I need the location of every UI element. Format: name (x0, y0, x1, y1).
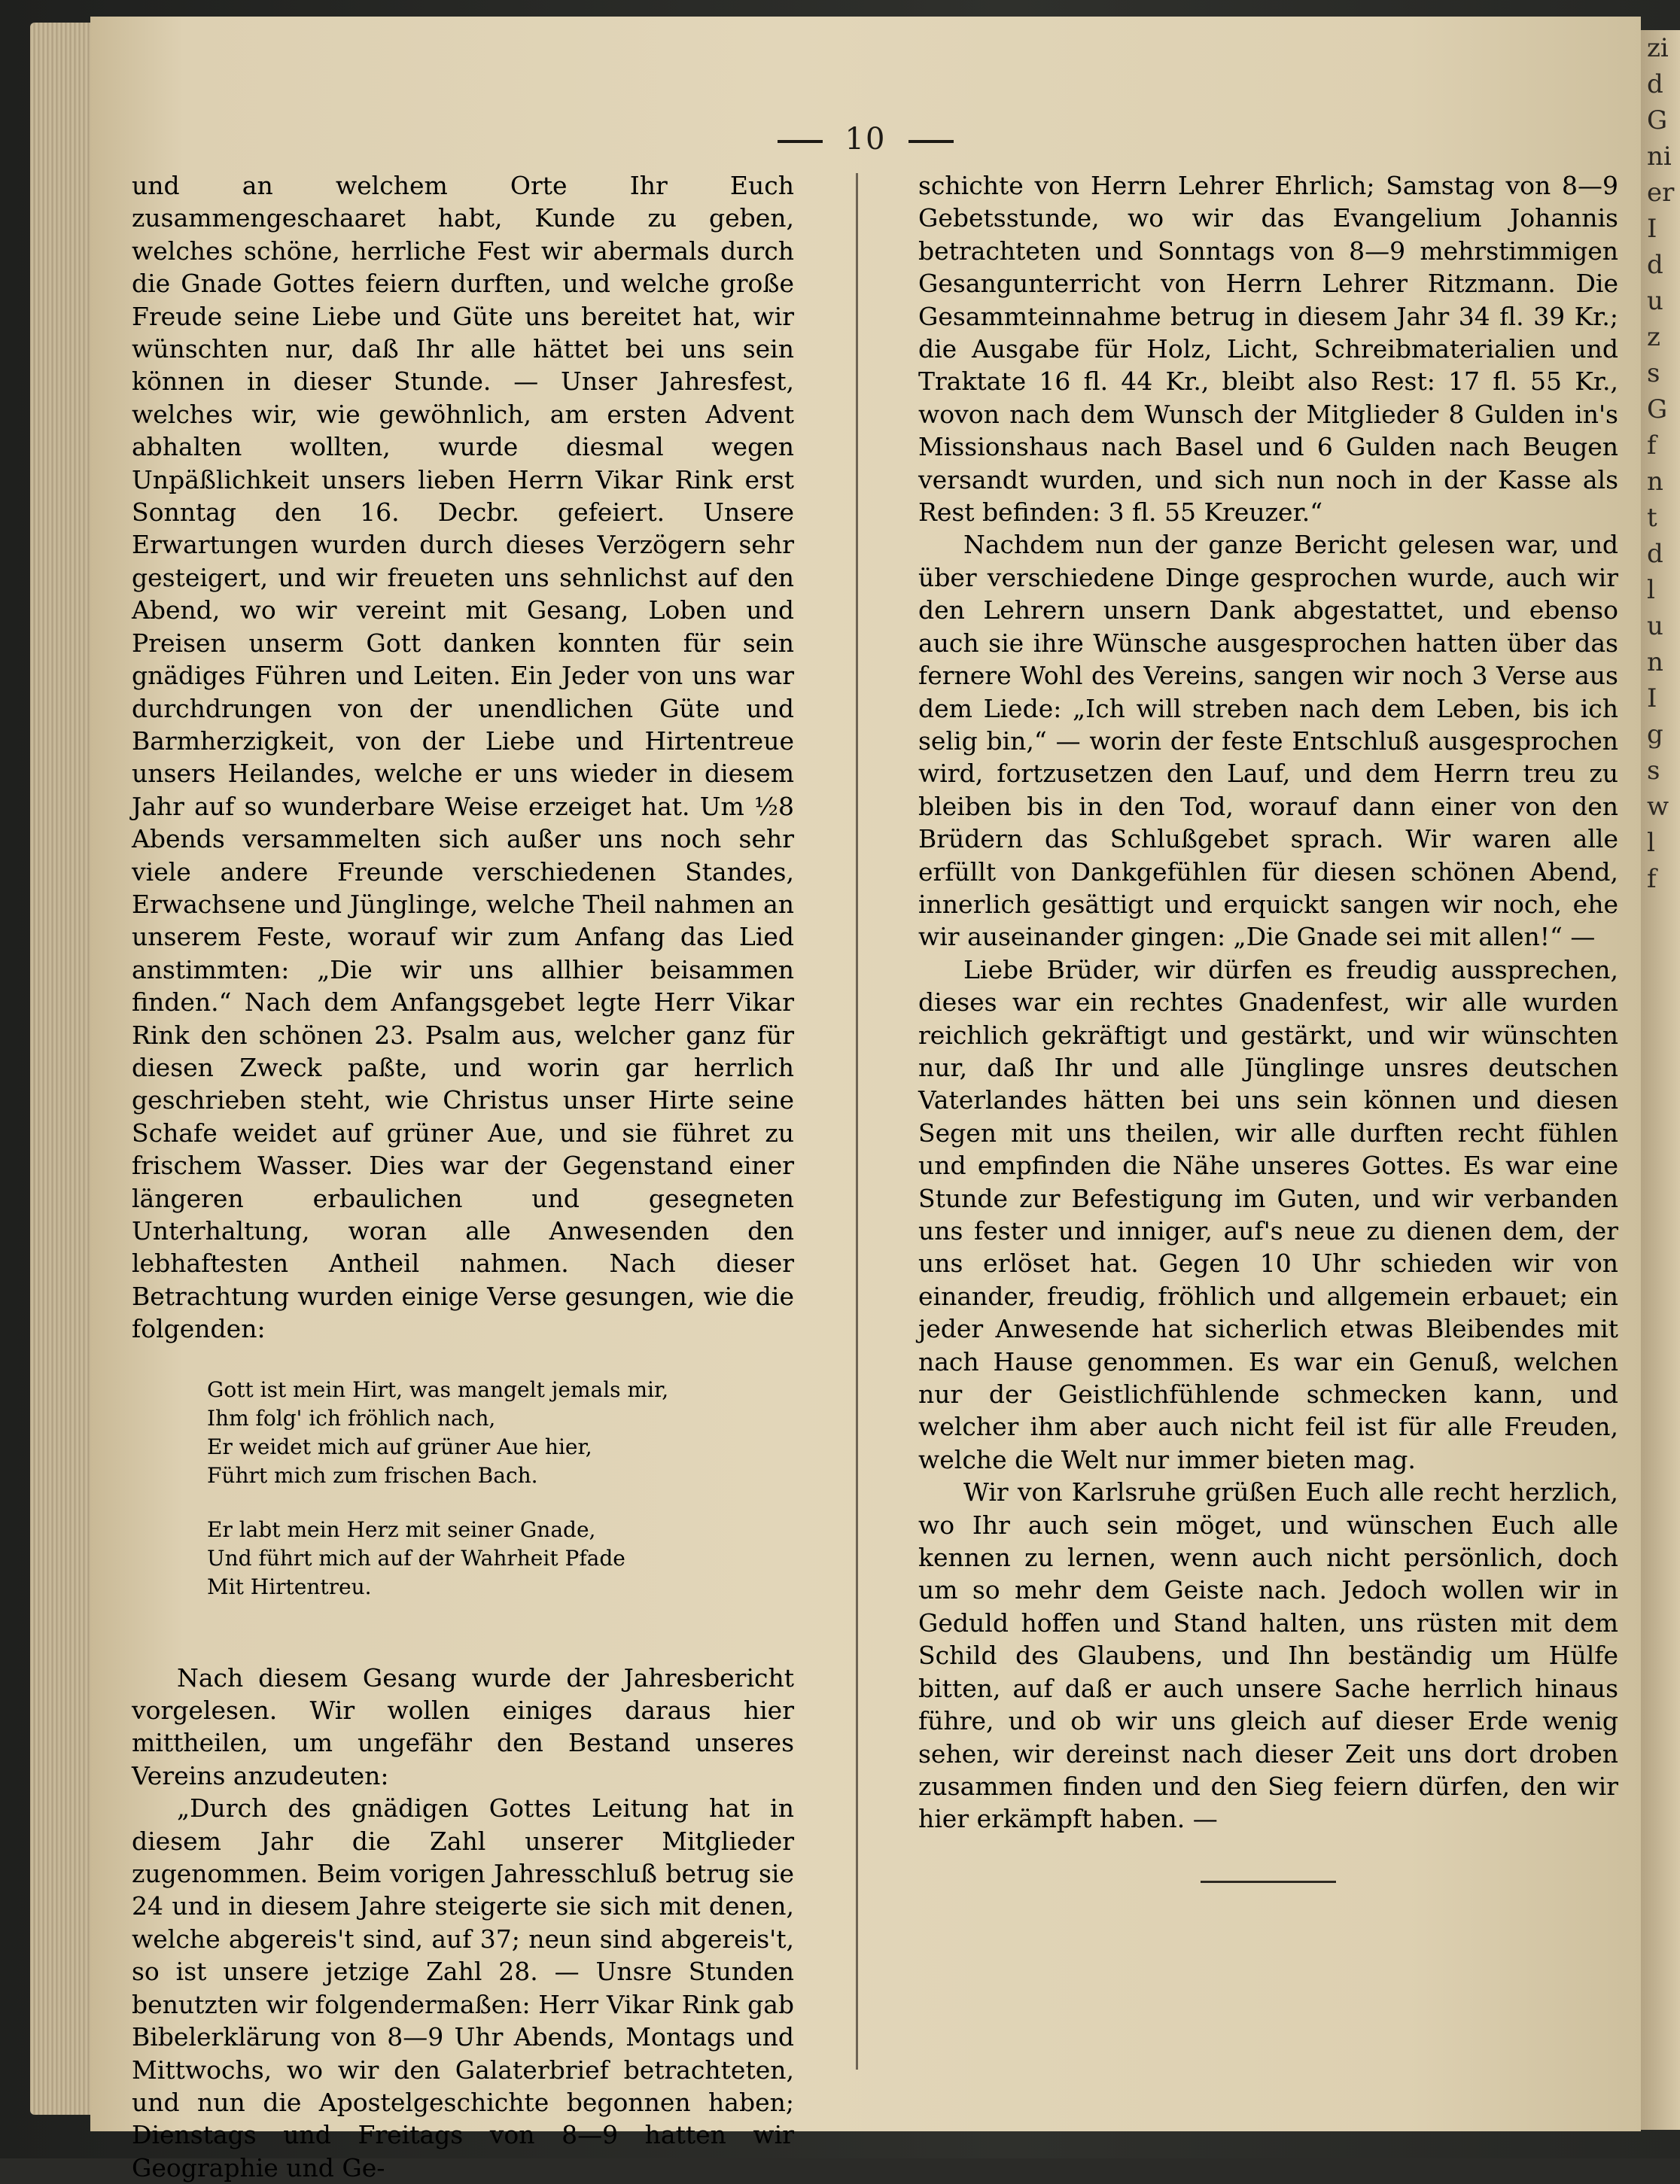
next-page-edge (1641, 30, 1680, 2130)
right-column (918, 169, 1618, 1883)
page-number: 10 (845, 122, 887, 157)
poem-line: Gott ist mein Hirt, was mangelt jemals mir, (207, 1376, 669, 1402)
paragraph: schichte von Herrn Lehrer Ehrlich; Samstag von 8—9 Gebetsstunde, wo wir das Evangelium Johannis betrachteten und Sonntags von 8—9 mehrstimmigen Gesangunterricht von Herrn Lehrer Ritzmann. Die Gesammteinnahme betrug in diesem Jahr 34 fl. 39 Kr.; die Ausgabe für Holz, Licht, Schreibmaterialien und Traktate 16 fl. 44 Kr., bleibt also Rest: 17 fl. 55 Kr., wovon nach dem Wunsch der Mitglieder 8 Gulden in's Missionshaus nach Basel und 6 Gulden nach Beugen versandt wurden, und sich nun noch in der Kasse als Rest befinden: 3 fl. 55 Kreuzer.“ (918, 171, 1618, 528)
poem-line: Er labt mein Herz mit seiner Gnade, (207, 1516, 596, 1542)
paragraph: Nachdem nun der ganze Bericht gelesen war, und über verschiedene Dinge gesprochen wurde, auch wir den Lehrern unsern Dank abgestattet, und ebenso auch sie ihre Wünsche ausgesprochen hatten über das fernere Wohl des Vereins, sangen wir noch 3 Verse aus dem Liede: „Ich will streben nach dem Leben, bis ich selig bin,“ — worin der feste Entschluß ausgesprochen wird, fortzusetzen den Lauf, und dem Herrn treu zu bleiben bis in den Tod, worauf dann einer von den Brüdern das Schlußgebet sprach. Wir waren alle erfüllt von Dankgefühlen für diesen schönen Abend, innerlich gesättigt und erquickt sangen wir noch, ehe wir auseinander gingen: „Die Gnade sei mit allen!“ — (918, 530, 1618, 952)
page-header (90, 122, 1641, 157)
end-rule (1201, 1881, 1336, 1883)
poem-line: Ihm folg' ich fröhlich nach, (207, 1405, 496, 1431)
header-dash-left (778, 140, 823, 143)
paragraph: Liebe Brüder, wir dürfen es freudig aussprechen, dieses war ein rechtes Gnadenfest, wir alle wurden reichlich gekräftigt und gestärkt, und wir wünschten nur, daß Ihr und alle Jünglinge unsres deutschen Vaterlandes hätten bei uns sein können und diesen Segen mit uns theilen, wir alle durften recht fühlen und empfinden die Nähe unseres Gottes. Es war eine Stunde zur Befestigung im Guten, und wir verbanden uns fester und inniger, auf's neue zu dienen dem, der uns erlöset hat. Gegen 10 Uhr schieden wir von einander, freudig, fröhlich und allgemein erbauet; ein jeder Anwesende hat sicherlich etwas Bleibendes mit nach Hause genommen. Es war ein Genuß, welchen nur der Geistlichfühlende schmecken kann, und welcher ihm aber auch nicht feil ist für alle Freuden, welche die Welt nur immer bieten mag. (918, 954, 1618, 1474)
paragraph: „Durch des gnädigen Gottes Leitung hat in diesem Jahr die Zahl unserer Mitglieder zugenommen. Beim vorigen Jahresschluß betrug sie 24 und in diesem Jahre steigerte sie sich mit denen, welche abgereis't sind, auf 37; neun sind abgereis't, so ist unsere jetzige Zahl 28. — Unsre Stunden benutzten wir folgendermaßen: Herr Vikar Rink gab Bibelerklärung von 8—9 Uhr Abends, Montags und Mittwochs, wo wir den Galaterbrief betrachteten, und nun die Apostelgeschichte begonnen haben; Dienstags und Freitags von 8—9 hatten wir Geographie und Ge- (132, 1793, 794, 2182)
left-column (132, 169, 794, 2184)
paragraph: Nach diesem Gesang wurde der Jahresbericht vorgelesen. Wir wollen einiges daraus hier mittheilen, um ungefähr den Bestand unseres Vereins anzudeuten: (132, 1662, 794, 1790)
poem-line: Mit Hirtentreu. (207, 1574, 372, 1599)
poem-line: Er weidet mich auf grüner Aue hier, (207, 1434, 592, 1459)
poem-line: Und führt mich auf der Wahrheit Pfade (207, 1545, 625, 1571)
column-divider (856, 173, 858, 2070)
paragraph: und an welchem Orte Ihr Euch zusammengeschaaret habt, Kunde zu geben, welches schöne, herrliche Fest wir abermals durch die Gnade Gottes feiern durften, und welche große Freude seine Liebe und Güte uns bereitet hat, wir wünschten nur, daß Ihr alle hättet bei uns sein können in dieser Stunde. — Unser Jahresfest, welches wir, wie gewöhnlich, am ersten Advent abhalten wollten, wurde diesmal wegen Unpäßlichkeit unsers lieben Herrn Vikar Rink erst Sonntag den 16. Decbr. gefeiert. Unsere Erwartungen wurden durch dieses Verzögern sehr gesteigert, und wir freueten uns sehnlichst auf den Abend, wo wir vereint mit Gesang, Loben und Preisen unserm Gott danken konnten für sein gnädiges Führen und Leiten. Ein Jeder von uns war durchdrungen von der unendlichen Güte und Barmherzigkeit, von der Liebe und Hirtentreue unsers Heilandes, welche er uns wieder in diesem Jahr auf so wunderbare Weise erzeiget hat. Um ½8 Abends versammelten sich außer uns noch sehr viele andere Freunde verschiedenen Standes, Erwachsene und Jünglinge, welche Theil nahmen an unserem Feste, worauf wir zum Anfang das Lied anstimmten: „Die wir uns allhier beisammen finden.“ Nach dem Anfangsgebet legte Herr Vikar Rink den schönen 23. Psalm aus, welcher ganz für diesen Zweck paßte, und worin gar herrlich geschrieben steht, wie Christus unser Hirte seine Schafe weidet auf grüner Aue, und sie führet zu frischem Wasser. Dies war der Gegenstand einer längeren erbaulichen und gesegneten Unterhaltung, woran alle Anwesenden den lebhaftesten Antheil nahmen. Nach dieser Betrachtung wurden einige Verse gesungen, wie die folgenden: (132, 171, 794, 1344)
poem-stanza (207, 1376, 794, 1490)
paragraph: Wir von Karlsruhe grüßen Euch alle recht herzlich, wo Ihr auch sein möget, und wünschen Euch alle kennen zu lernen, wenn auch nicht persönlich, doch um so mehr dem Geiste nach. Jedoch wollen wir in Geduld hoffen und Stand halten, uns rüsten mit dem Schild des Glaubens, und Ihn beständig um Hülfe bitten, auf daß er auch unsere Sache herrlich hinaus führe, und ob wir uns gleich auf dieser Erde wenig sehen, wir dereinst nach dieser Zeit uns dort droben zusammen finden und den Sieg feiern dürfen, den wir hier erkämpft haben. — (918, 1477, 1618, 1834)
next-page-text: zi d G ni er I d u z s G f n t d l u n I g s w l f (1647, 33, 1675, 894)
poem-line: Führt mich zum frischen Bach. (207, 1462, 538, 1488)
header-dash-right (908, 140, 954, 143)
poem (207, 1376, 794, 1601)
poem-stanza (207, 1516, 794, 1601)
